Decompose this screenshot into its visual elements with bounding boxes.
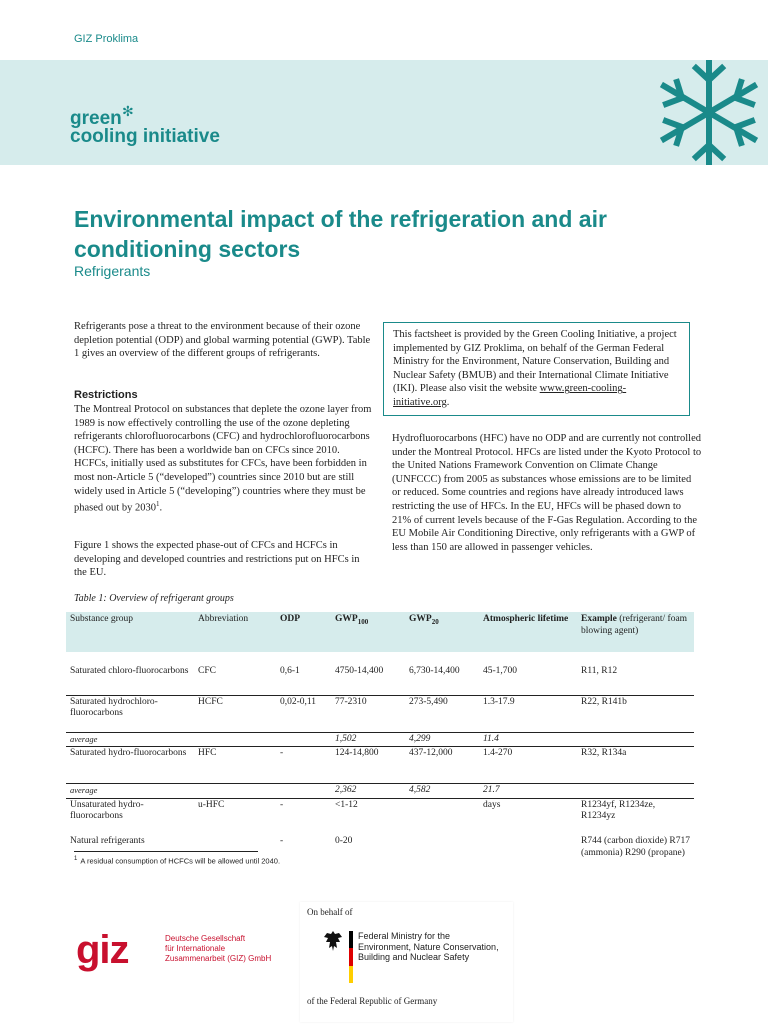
footnote: $^1$ A residual consumption of HCFCs will be allowed until 2040. [74, 856, 281, 866]
table-cell [577, 784, 694, 799]
refrigerant-table [66, 612, 694, 883]
table-cell: - [280, 836, 284, 846]
table-cell [194, 784, 276, 799]
table-cell [577, 732, 694, 747]
table-cell: 11.4 [479, 732, 577, 747]
table-cell: - [280, 799, 284, 810]
table-cell: 21.7 [479, 784, 577, 799]
table-cell: <1-12 [335, 799, 358, 810]
table-cell: 77-2310 [331, 695, 405, 732]
footnote-ref: 1 [155, 500, 160, 509]
table-cell: days [483, 799, 501, 810]
table-cell: 4,299 [405, 732, 479, 747]
hfc-paragraph: Hydrofluorocarbons (HFC) have no ODP and are currently not controlled under the Montreal Protocol. HFCs are listed under the Kyoto Protocol to the United Nations Framework Convention on Climate Change (UNFCCC) from 2005 as substances whose emissions are to be limited or reduced. Some countries and regions have already introduced laws restricting the use of HFCs. In the EU, HFCs will be phased down to 21% of current levels because of the F-Gas Regulation. According to the EU Mobile Air Conditioning Directive, only refrigerants with a GWP of less than 150 are allowed in passenger vehicles. [392, 433, 702, 553]
table-cell: 437-12,000 [405, 747, 479, 784]
table-row [66, 652, 694, 695]
table-cell: R22, R141b [577, 695, 694, 732]
page-subtitle: Refrigerants [74, 263, 151, 279]
table-cell: 0-20 [335, 836, 353, 846]
website-link[interactable]: www.green-cooling-initiative.org [393, 383, 627, 408]
table-row-average [66, 784, 694, 799]
giz-logo: giz [76, 928, 129, 972]
on-behalf-label: On behalf of [307, 907, 353, 917]
table-cell: HCFC [194, 695, 276, 732]
table-cell: 4,582 [405, 784, 479, 799]
table-row [66, 747, 694, 784]
figure-reference-paragraph: Figure 1 shows the expected phase-out of CFCs and HCFCs in developing and developed countries and restrictions put on HFCs in the EU. [74, 540, 360, 579]
header-substance: Substance group [66, 612, 194, 652]
header-odp: ODP [276, 612, 331, 652]
table-cell: 1.3-17.9 [479, 695, 577, 732]
table-cell: 1.4-270 [479, 747, 577, 784]
table-cell: HFC [194, 747, 276, 784]
ministry-name: Federal Ministry for the Environment, Nature Conservation, Building and Nuclear Safety [358, 931, 499, 962]
logo-line-green: green [70, 108, 122, 129]
table-cell: 2,362 [331, 784, 405, 799]
table-cell: R32, R134a [577, 747, 694, 784]
header-gwp100: $GWP_{100}$ [331, 612, 405, 652]
giz-name: Deutsche Gesellschaft für Internationale Zusammenarbeit (GIZ) GmbH [165, 934, 272, 963]
publisher-label: GIZ Proklima [74, 33, 139, 45]
table-caption: Table 1: Overview of refrigerant groups [74, 593, 234, 604]
logo-line-cooling: cooling initiative [70, 126, 220, 147]
table-cell [276, 784, 331, 799]
intro-paragraph: Refrigerants pose a threat to the environment because of their ozone depletion potential (ODP) and global warming potential (GWP). Table 1 gives an overview of the different groups of refrigerants. [74, 321, 371, 360]
factsheet-box: This factsheet is provided by the Green Cooling Initiative, a project implemented by GIZ Proklima, on behalf of the German Federal Ministry for the Environment, Nature Conservation, Building and Nuclear Safety (BMUB) and their International Climate Initiative (IKI). Please also visit the website www.green-cooling-initiative.org. [383, 322, 690, 416]
table-cell: Natural refrigerants [70, 836, 145, 846]
table-cell: Saturated hydro-fluorocarbons [66, 747, 194, 784]
green-cooling-logo [70, 103, 220, 147]
footnote-divider [74, 851, 258, 852]
table-cell: 1,502 [331, 732, 405, 747]
table-header-row [66, 612, 694, 652]
header-abbreviation: Abbreviation [194, 612, 276, 652]
table-cell: 0,02-0,11 [276, 695, 331, 732]
table-row-average [66, 732, 694, 747]
table-cell: 0,6-1 [276, 652, 331, 695]
table-row [66, 798, 694, 835]
restrictions-paragraph: The Montreal Protocol on substances that deplete the ozone layer from 1989 is now effectively controlling the use of the ozone depleting refrigerants chlorofluorocarbons (CFC) and hydrochlorofluorocarbons (HCFC). There has been a worldwide ban on CFCs since 2010. HCFCs, initially used as substitutes for CFCs, have been forbidden in most non-Article 5 (“developed”) countries since 2010 but are still widely used in Article 5 (“developing”) countries where they must be phased out by 2030$^1$. [74, 404, 372, 514]
table-cell: average [66, 784, 194, 799]
restrictions-heading: Restrictions [74, 389, 138, 401]
table-cell: CFC [194, 652, 276, 695]
table-cell: Saturated hydrochloro-fluorocarbons [66, 695, 194, 732]
table-cell [276, 732, 331, 747]
table-cell [194, 732, 276, 747]
table-cell: average [66, 732, 194, 747]
snowflake-icon [650, 60, 768, 165]
table-cell [479, 835, 577, 883]
table-cell [405, 835, 479, 883]
table-cell: 4750-14,400 [331, 652, 405, 695]
page-title: Environmental impact of the refrigeration and air conditioning sectors [74, 206, 607, 262]
header-atmospheric-lifetime: Atmospheric lifetime [479, 612, 577, 652]
table-cell: 273-5,490 [405, 695, 479, 732]
table-cell [405, 798, 479, 835]
federal-eagle-icon [323, 930, 343, 952]
table-cell: 45-1,700 [479, 652, 577, 695]
table-cell: R1234yf, R1234ze, R1234yz [581, 799, 656, 821]
table-cell: Saturated chloro-fluorocarbons [66, 652, 194, 695]
factsheet-text: This factsheet is provided by the Green Cooling Initiative, a project implemented by GIZ Proklima, on behalf of the German Federal Ministry for the Environment, Nature Conservation, Building and Nuclear Safety (BMUB) and their International Climate Initiative (IKI). Please also visit the website [393, 329, 677, 395]
snowflake-small-icon: ✻ [122, 103, 134, 119]
table-cell: Unsaturated hydro-fluorocarbons [70, 799, 144, 821]
german-flag-bar [349, 931, 353, 983]
table-cell: R11, R12 [577, 652, 694, 695]
header-example: Example (refrigerant/ foam blowing agent) [577, 612, 694, 652]
table-cell: 6,730-14,400 [405, 652, 479, 695]
restrictions-text: The Montreal Protocol on substances that deplete the ozone layer from 1989 is now effectively controlling the use of the ozone depleting refrigerants chlorofluorocarbons (CFC) and hydrochlorofluorocarbons (HCFC). There has been a worldwide ban on CFCs since 2010. HCFCs, initially used as substitutes for CFCs, have been forbidden in most non-Article 5 (“developed”) countries since 2010 but are still widely used in Article 5 (“developing”) countries where they must be phased out by 2030 [74, 404, 372, 514]
table-cell: R744 (carbon dioxide) R717 (ammonia) R290 (propane) [581, 836, 690, 858]
table-row [66, 695, 694, 732]
federal-republic-label: of the Federal Republic of Germany [307, 996, 438, 1006]
table-cell: u-HFC [198, 799, 225, 810]
table-cell: 124-14,800 [331, 747, 405, 784]
header-gwp20: $GWP_{20}$ [405, 612, 479, 652]
table-cell: - [276, 747, 331, 784]
